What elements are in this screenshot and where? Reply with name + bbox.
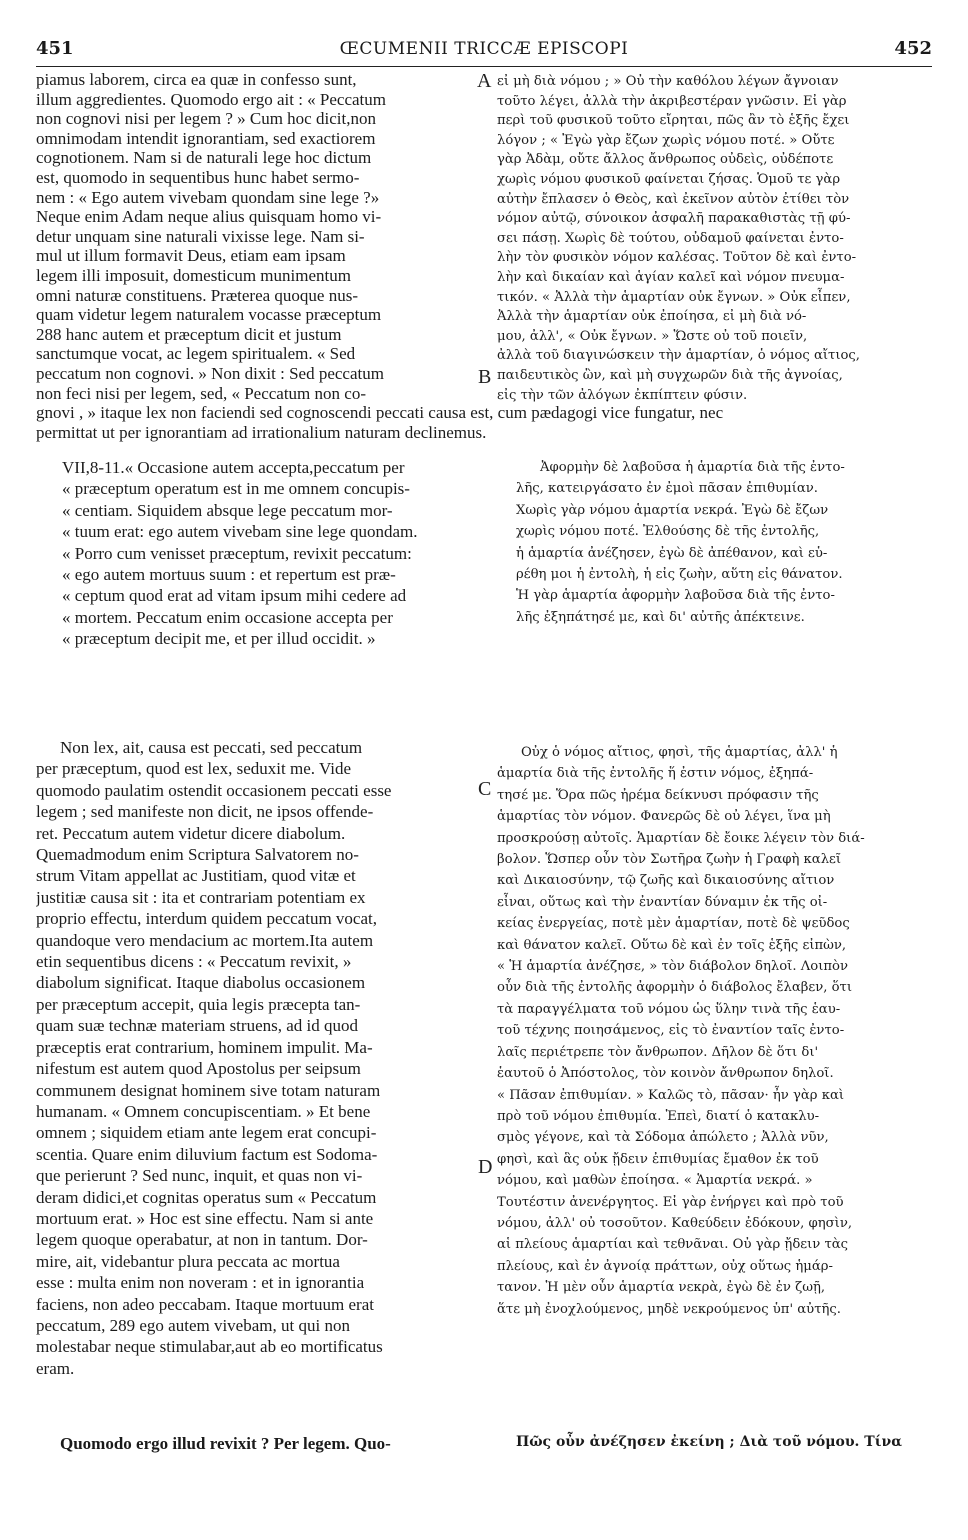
greek-text-line: τοῦτο λέγει, ἀλλὰ τὴν ἀκριβεστέραν γνῶσιν. Εἰ γὰρ	[497, 93, 847, 109]
latin-text-line: nem : « Ego autem vivebam quondam sine lege ?»	[36, 187, 380, 207]
top-full-width-lines	[36, 403, 936, 443]
scripture-latin-line: « mortem. Peccatum enim occasione accepta per	[62, 607, 393, 627]
margin-marker-c: C	[478, 778, 492, 800]
greek-text-line: περὶ τοῦ φυσικοῦ τοῦτο εἴρηται, πῶς ἂν τὸ ἑξῆς ἔχει	[497, 113, 850, 129]
commentary-latin-line: ret. Peccatum autem videtur dicere diabolum.	[36, 823, 346, 843]
commentary-latin-line: faciens, non adeo peccabam. Itaque mortuum erat	[36, 1294, 374, 1314]
commentary-greek-line: Οὐχ ὁ νόμος αἴτιος, φησὶ, τῆς ἁμαρτίας, ἀλλ' ἡ	[521, 745, 838, 760]
commentary-latin-line: strum Vitam appellat ac Justitiam, quod vitæ et	[36, 866, 356, 886]
commentary-greek-line: ἑαυτοῦ ὁ Ἀπόστολος, τὸν κοινὸν ἄνθρωπον δηλοῖ.	[497, 1066, 834, 1082]
greek-text-line: αὐτὴν ἔπλασεν ὁ Θεὸς, καὶ ἐκεῖνον αὐτὸν ἐτίθει τὸν	[497, 191, 850, 207]
greek-text-line: Ἀλλὰ τὴν ἁμαρτίαν οὐκ ἐποίησα, εἰ μὴ διὰ νό-	[497, 309, 807, 325]
greek-text-line: τικόν. « Ἀλλὰ τὴν ἁμαρτίαν οὐκ ἔγνων. » Οὐκ εἶπεν,	[497, 289, 851, 305]
commentary-latin-line: communem designat hominem sive totam naturam	[36, 1080, 381, 1100]
commentary-latin-line: quomodo paulatim ostendit occasionem peccati esse	[36, 780, 392, 800]
commentary-greek-line: καὶ θάνατον καλεῖ. Οὕτω δὲ καὶ ἐν τοῖς ἑξῆς εἰπὼν,	[497, 937, 847, 953]
latin-text-line: cognotionem. Nam si de naturali lege hoc dictum	[36, 148, 372, 168]
page-header	[36, 36, 932, 67]
commentary-greek-line: καὶ Δικαιοσύνην, τῷ ζωῆς καὶ δικαιοσύνης αἴτιον	[497, 873, 835, 889]
top-greek-column	[497, 72, 937, 405]
margin-marker-a: A	[477, 70, 492, 92]
commentary-latin-line: molestabar neque stimulabar,aut ab eo mortificatus	[36, 1337, 383, 1357]
commentary-greek-line: νόμου, καὶ μαθὼν ἐποίησα. « Ἁμαρτία νεκρά. »	[497, 1173, 813, 1189]
commentary-greek-line: εἶναι, οὕτως καὶ τὴν ἐναντίαν δύναμιν ἐκ τῆς οἰ-	[497, 894, 828, 910]
greek-text-line: λὴν τὸν φυσικὸν νόμον καλέσας. Τοῦτον δὲ καὶ ἐντο-	[497, 250, 857, 266]
scripture-latin-line: « præceptum decipit me, et per illud occidit. »	[62, 629, 376, 649]
greek-text-line: εἰς τὴν τῶν ἀλόγων ἐκπίπτειν φύσιν.	[497, 387, 748, 403]
commentary-greek-line: ἅτε μὴ ἐνοχλούμενος, μηδὲ νεκρούμενος ὑπ' αὐτῆς.	[497, 1301, 841, 1317]
commentary-latin-line: justitiæ causa sit : ita et contrariam potentiam ex	[36, 887, 366, 907]
commentary-greek-line: πρὸ τοῦ νόμου ἐπιθυμία. Ἐπεὶ, διατί ὁ κατακλυ-	[497, 1108, 820, 1124]
commentary-latin-line: proprio effectu, interdum quidem peccatum vocat,	[36, 909, 377, 929]
commentary-latin-line: quandoque vero mendacium ac mortem.Ita autem	[36, 930, 374, 950]
scripture-latin-line: « ceptum quod erat ad vitam ipsum mihi cedere ad	[62, 586, 407, 606]
latin-text-line: omni naturæ constituens. Præterea quoque nus-	[36, 285, 359, 305]
scripture-greek-line: λῆς ἐξηπάτησέ με, καὶ δι' αὐτῆς ἀπέκτεινε.	[516, 609, 805, 625]
commentary-latin-line: etin sequentibus dicens : « Peccatum revixit, »	[36, 952, 352, 972]
top-latin-column	[36, 70, 480, 403]
commentary-greek-line: « Πᾶσαν ἐπιθυμίαν. » Καλῶς τὸ, πᾶσαν· ἦν γὰρ καὶ	[497, 1087, 845, 1103]
commentary-latin-line: eram.	[36, 1358, 75, 1378]
scripture-greek-line: ρέθη μοι ἡ ἐντολὴ, ἡ εἰς ζωὴν, αὕτη εἰς θάνατον.	[516, 567, 843, 583]
commentary-latin-column	[36, 737, 482, 1379]
latin-text-line: Neque enim Adam neque alius quisquam homo vi-	[36, 207, 382, 227]
commentary-latin-line: Non lex, ait, causa est peccati, sed peccatum	[60, 738, 363, 757]
page-number-left: 451	[36, 38, 74, 59]
commentary-greek-line: βολον. Ὥσπερ οὖν τὸν Σωτῆρα ζωὴν ἡ Γραφὴ καλεῖ	[497, 852, 842, 868]
latin-text-line: quam videtur legem naturalem vocasse præceptum	[36, 305, 382, 325]
commentary-greek-line: ἁμαρτίας τὸν νόμον. Φανερῶς δὲ οὐ λέγει, ἵνα μὴ	[497, 809, 831, 825]
commentary-latin-line: legem quoque operabatur, at non in tantum. Dor-	[36, 1230, 368, 1250]
commentary-latin-line: omnem ; siquidem etiam ante legem erat concupi-	[36, 1123, 377, 1143]
commentary-greek-line: φησὶ, καὶ ἃς οὐκ ᾔδειν ἐπιθυμίας ἔμαθον ἐκ τοῦ	[497, 1151, 819, 1167]
greek-text-line: μου, ἀλλ', « Οὐκ ἔγνων. » Ὥστε οὐ τοῦ ποιεῖν,	[497, 328, 808, 344]
latin-text-line: permittat ut per ignorantiam ad irrationalium naturam declinemus.	[36, 423, 487, 442]
latin-text-line: est, quomodo in sequentibus hunc habet sermo-	[36, 167, 360, 187]
margin-marker-d: D	[478, 1156, 493, 1178]
commentary-latin-line: nifestum est autem quod Apostolus per seipsum	[36, 1059, 361, 1079]
commentary-latin-line: diabolum significat. Itaque diabolus occasionem	[36, 973, 366, 993]
commentary-latin-line: esse : multa enim non noveram : et in ignorantia	[36, 1273, 365, 1293]
latin-text-line: piamus laborem, circa ea quæ in confesso sunt,	[36, 70, 357, 89]
commentary-greek-line: πλείους, καὶ ἐν ἀγνοίᾳ πράττων, οὐχ οὕτως ἡμάρ-	[497, 1258, 833, 1274]
commentary-greek-line: « Ἡ ἁμαρτία ἀνέζησε, » τὸν διάβολον δηλοῖ. Λοιπὸν	[497, 959, 848, 975]
latin-text-line: non feci nisi per legem, sed, « Peccatum non co-	[36, 383, 366, 403]
scripture-latin-line: « centiam. Siquidem absque lege peccatum mor-	[62, 500, 393, 520]
commentary-greek-line: τησέ με. Ὅρα πῶς ἠρέμα δείκνυσι πρόφασιν τῆς	[497, 787, 819, 803]
margin-marker-b: B	[478, 366, 492, 388]
commentary-greek-line: Τουτέστιν ἀνενέργητος. Εἰ γὰρ ἐνήργει καὶ πρὸ τοῦ	[497, 1194, 844, 1210]
latin-text-line: 288 hanc autem et præceptum dicit et justum	[36, 324, 342, 344]
greek-text-line: χωρὶς νόμου φυσικοῦ φαίνεται ζήσας. Ὁμοῦ τε γὰρ	[497, 171, 841, 187]
latin-text-line: illum aggredientes. Quomodo ergo ait : « Peccatum	[36, 89, 386, 109]
scripture-greek-column	[516, 457, 936, 628]
latin-text-line: omnimodam intendit ignorantiam, sed exactiorem	[36, 128, 376, 148]
commentary-greek-line: αἱ πλείους ἁμαρτίαι καὶ τεθνᾶναι. Οὐ γὰρ ᾔδειν τὰς	[497, 1237, 849, 1253]
commentary-greek-line: κείας ἐνεργείας, ποτὲ μὲν ἁμαρτίαν, ποτὲ δὲ ψεῦδος	[497, 916, 850, 932]
commentary-latin-line: præceptis erat contrarium, hominem impulit. Ma-	[36, 1037, 373, 1057]
commentary-latin-line: humanam. « Omnem concupiscentiam. » Et bene	[36, 1101, 371, 1121]
commentary-greek-line: σμὸς γέγονε, καὶ τὰ Σόδομα ἀπώλετο ; Ἀλλὰ νῦν,	[497, 1130, 829, 1146]
commentary-latin-line: Quemadmodum enim Scriptura Salvatorem no-	[36, 845, 359, 865]
latin-text-line: non cognovi nisi per legem ? » Cum hoc dicit,non	[36, 109, 376, 129]
scripture-latin-line: VII,8-11.« Occasione autem accepta,peccatum per	[62, 458, 405, 477]
scripture-latin-line: « tuum erat: ego autem vivebam sine lege quondam.	[62, 522, 418, 542]
commentary-latin-line: mire, ait, videbantur plura peccata ac mortua	[36, 1251, 340, 1271]
commentary-greek-line: τανον. Ἡ μὲν οὖν ἁμαρτία νεκρὰ, ἐγὼ δὲ ἐν ζωῇ,	[497, 1280, 826, 1296]
latin-text-line: legem illi imposuit, domesticum munimentum	[36, 265, 351, 285]
running-title: ŒCUMENII TRICCÆ EPISCOPI	[339, 39, 629, 59]
scripture-greek-line: Ἡ γὰρ ἁμαρτία ἀφορμὴν λαβοῦσα διὰ τῆς ἐντο-	[516, 588, 835, 604]
commentary-latin-line: deram didici,et cognitas operatus sum « Peccatum	[36, 1187, 377, 1207]
latin-text-line: mul ut illum formavit Deus, etiam eam ipsam	[36, 246, 346, 266]
latin-text-line: gnovi , » itaque lex non faciendi sed cognoscendi peccati causa est, cum pædagogi vice fungatur, nec	[36, 403, 724, 422]
scripture-greek-line: χωρὶς νόμου ποτέ. Ἐλθούσης δὲ τῆς ἐντολῆς,	[516, 524, 820, 540]
commentary-latin-line: scentia. Quare enim diluvium factum est Sodoma-	[36, 1144, 378, 1164]
commentary-latin-line: per præceptum accepit, quia legis præcepta tan-	[36, 994, 361, 1014]
commentary-latin-line: peccatum, 289 ego autem vivebam, ut qui non	[36, 1315, 350, 1335]
greek-text-line: παιδευτικὸς ὢν, καὶ μὴ συγχωρῶν διὰ τῆς ἀγνοίας,	[497, 367, 843, 383]
greek-text-line: σει πάσῃ. Χωρὶς δὲ τούτου, οὐδαμοῦ φαίνεται ἐντο-	[497, 230, 844, 246]
latin-text-line: sanctumque vocat, ac legem spiritualem. « Sed	[36, 344, 356, 364]
commentary-latin-line: quam suæ technæ materiam struens, ad id quod	[36, 1016, 358, 1036]
page-number-right: 452	[894, 38, 932, 59]
greek-text-line: νόμον αὐτῷ, σύνοικον ἀσφαλῆ παρακαθιστὰς τῇ φύ-	[497, 211, 851, 227]
latin-text-line: peccatum non cognovi. » Non dixit : Sed peccatum	[36, 363, 384, 383]
commentary-greek-line: τοῦ τέχνης ποιησάμενος, εἰς τὸ ἐναντίον ταῖς ἐντο-	[497, 1023, 845, 1039]
scripture-latin-line: « Porro cum venisset præceptum, revixit peccatum:	[62, 543, 412, 563]
commentary-latin-line: legem ; sed manifeste non dicit, ne ipsos offende-	[36, 802, 374, 822]
footer-greek-line: Πῶς οὖν ἀνέζησεν ἐκείνη ; Διὰ τοῦ νόμου. Τίνα	[516, 1434, 902, 1450]
scripture-greek-line: Χωρὶς γὰρ νόμου ἁμαρτία νεκρά. Ἐγὼ δὲ ἔζων	[516, 502, 829, 518]
commentary-greek-line: ἁμαρτία διὰ τῆς ἐντολῆς ἥ ἐστιν νόμος, ἐξηπά-	[497, 766, 814, 782]
scripture-greek-line: Ἀφορμὴν δὲ λαβοῦσα ἡ ἁμαρτία διὰ τῆς ἐντο-	[540, 460, 845, 475]
commentary-latin-line: mortuum erat. » Hoc est sine effectu. Nam si ante	[36, 1208, 374, 1228]
greek-text-line: γὰρ Ἀδὰμ, οὔτε ἄλλος ἄνθρωπος οὐδεὶς, οὐδέποτε	[497, 152, 834, 168]
commentary-greek-line: οὖν διὰ τῆς ἐντολῆς ἀφορμὴν ὁ διάβολος ἔλαβεν, ὅτι	[497, 980, 853, 996]
commentary-greek-line: τὰ παραγγέλματα τοῦ νόμου ὡς ὕλην τινὰ τῆς ἑαυ-	[497, 1001, 841, 1017]
footer-latin-line: Quomodo ergo illud revixit ? Per legem. Quo-	[60, 1434, 391, 1453]
commentary-greek-line: προσκρούσῃ αὐτοῖς. Ἁμαρτίαν δὲ ἔοικε λέγειν τὸν διά-	[497, 830, 865, 846]
scripture-latin-line: « præceptum operatum est in me omnem concupis-	[62, 479, 410, 499]
greek-text-line: εἰ μὴ διὰ νόμου ; » Οὐ τὴν καθόλου λέγων ἄγνοιαν	[497, 74, 839, 89]
greek-text-line: λὴν καὶ δικαίαν καὶ ἁγίαν καλεῖ καὶ νόμον πνευμα-	[497, 269, 845, 285]
commentary-latin-line: que perierunt ? Sed nunc, inquit, et quas non vi-	[36, 1166, 363, 1186]
scripture-latin-line: « ego autem mortuus suum : et repertum est præ-	[62, 565, 396, 585]
commentary-greek-column	[497, 742, 937, 1320]
commentary-latin-line: per præceptum, quod est lex, seduxit me. Vide	[36, 759, 351, 779]
latin-text-line: detur unquam sine naturali vixisse lege. Nam si-	[36, 226, 365, 246]
commentary-greek-line: λαῖς περιέτρεπε τὸν ἄνθρωπον. Δῆλον δὲ ὅτι δι'	[497, 1044, 819, 1060]
scripture-greek-line: λῆς, κατειργάσατο ἐν ἐμοὶ πᾶσαν ἐπιθυμίαν.	[516, 481, 818, 497]
commentary-greek-line: νόμου, ἀλλ' οὐ τοσοῦτον. Καθεύδειν ἐδόκουν, φησὶν,	[497, 1215, 853, 1231]
scripture-latin-column	[62, 457, 482, 650]
scripture-greek-line: ἡ ἁμαρτία ἀνέζησεν, ἐγὼ δὲ ἀπέθανον, καὶ εὑ-	[516, 545, 828, 561]
greek-text-line: ἀλλὰ τοῦ διαγινώσκειν τὴν ἁμαρτίαν, ὁ νόμος αἴτιος,	[497, 348, 861, 364]
greek-text-line: λόγον ; « Ἐγὼ γὰρ ἔζων χωρὶς νόμου ποτέ. » Οὔτε	[497, 132, 835, 148]
